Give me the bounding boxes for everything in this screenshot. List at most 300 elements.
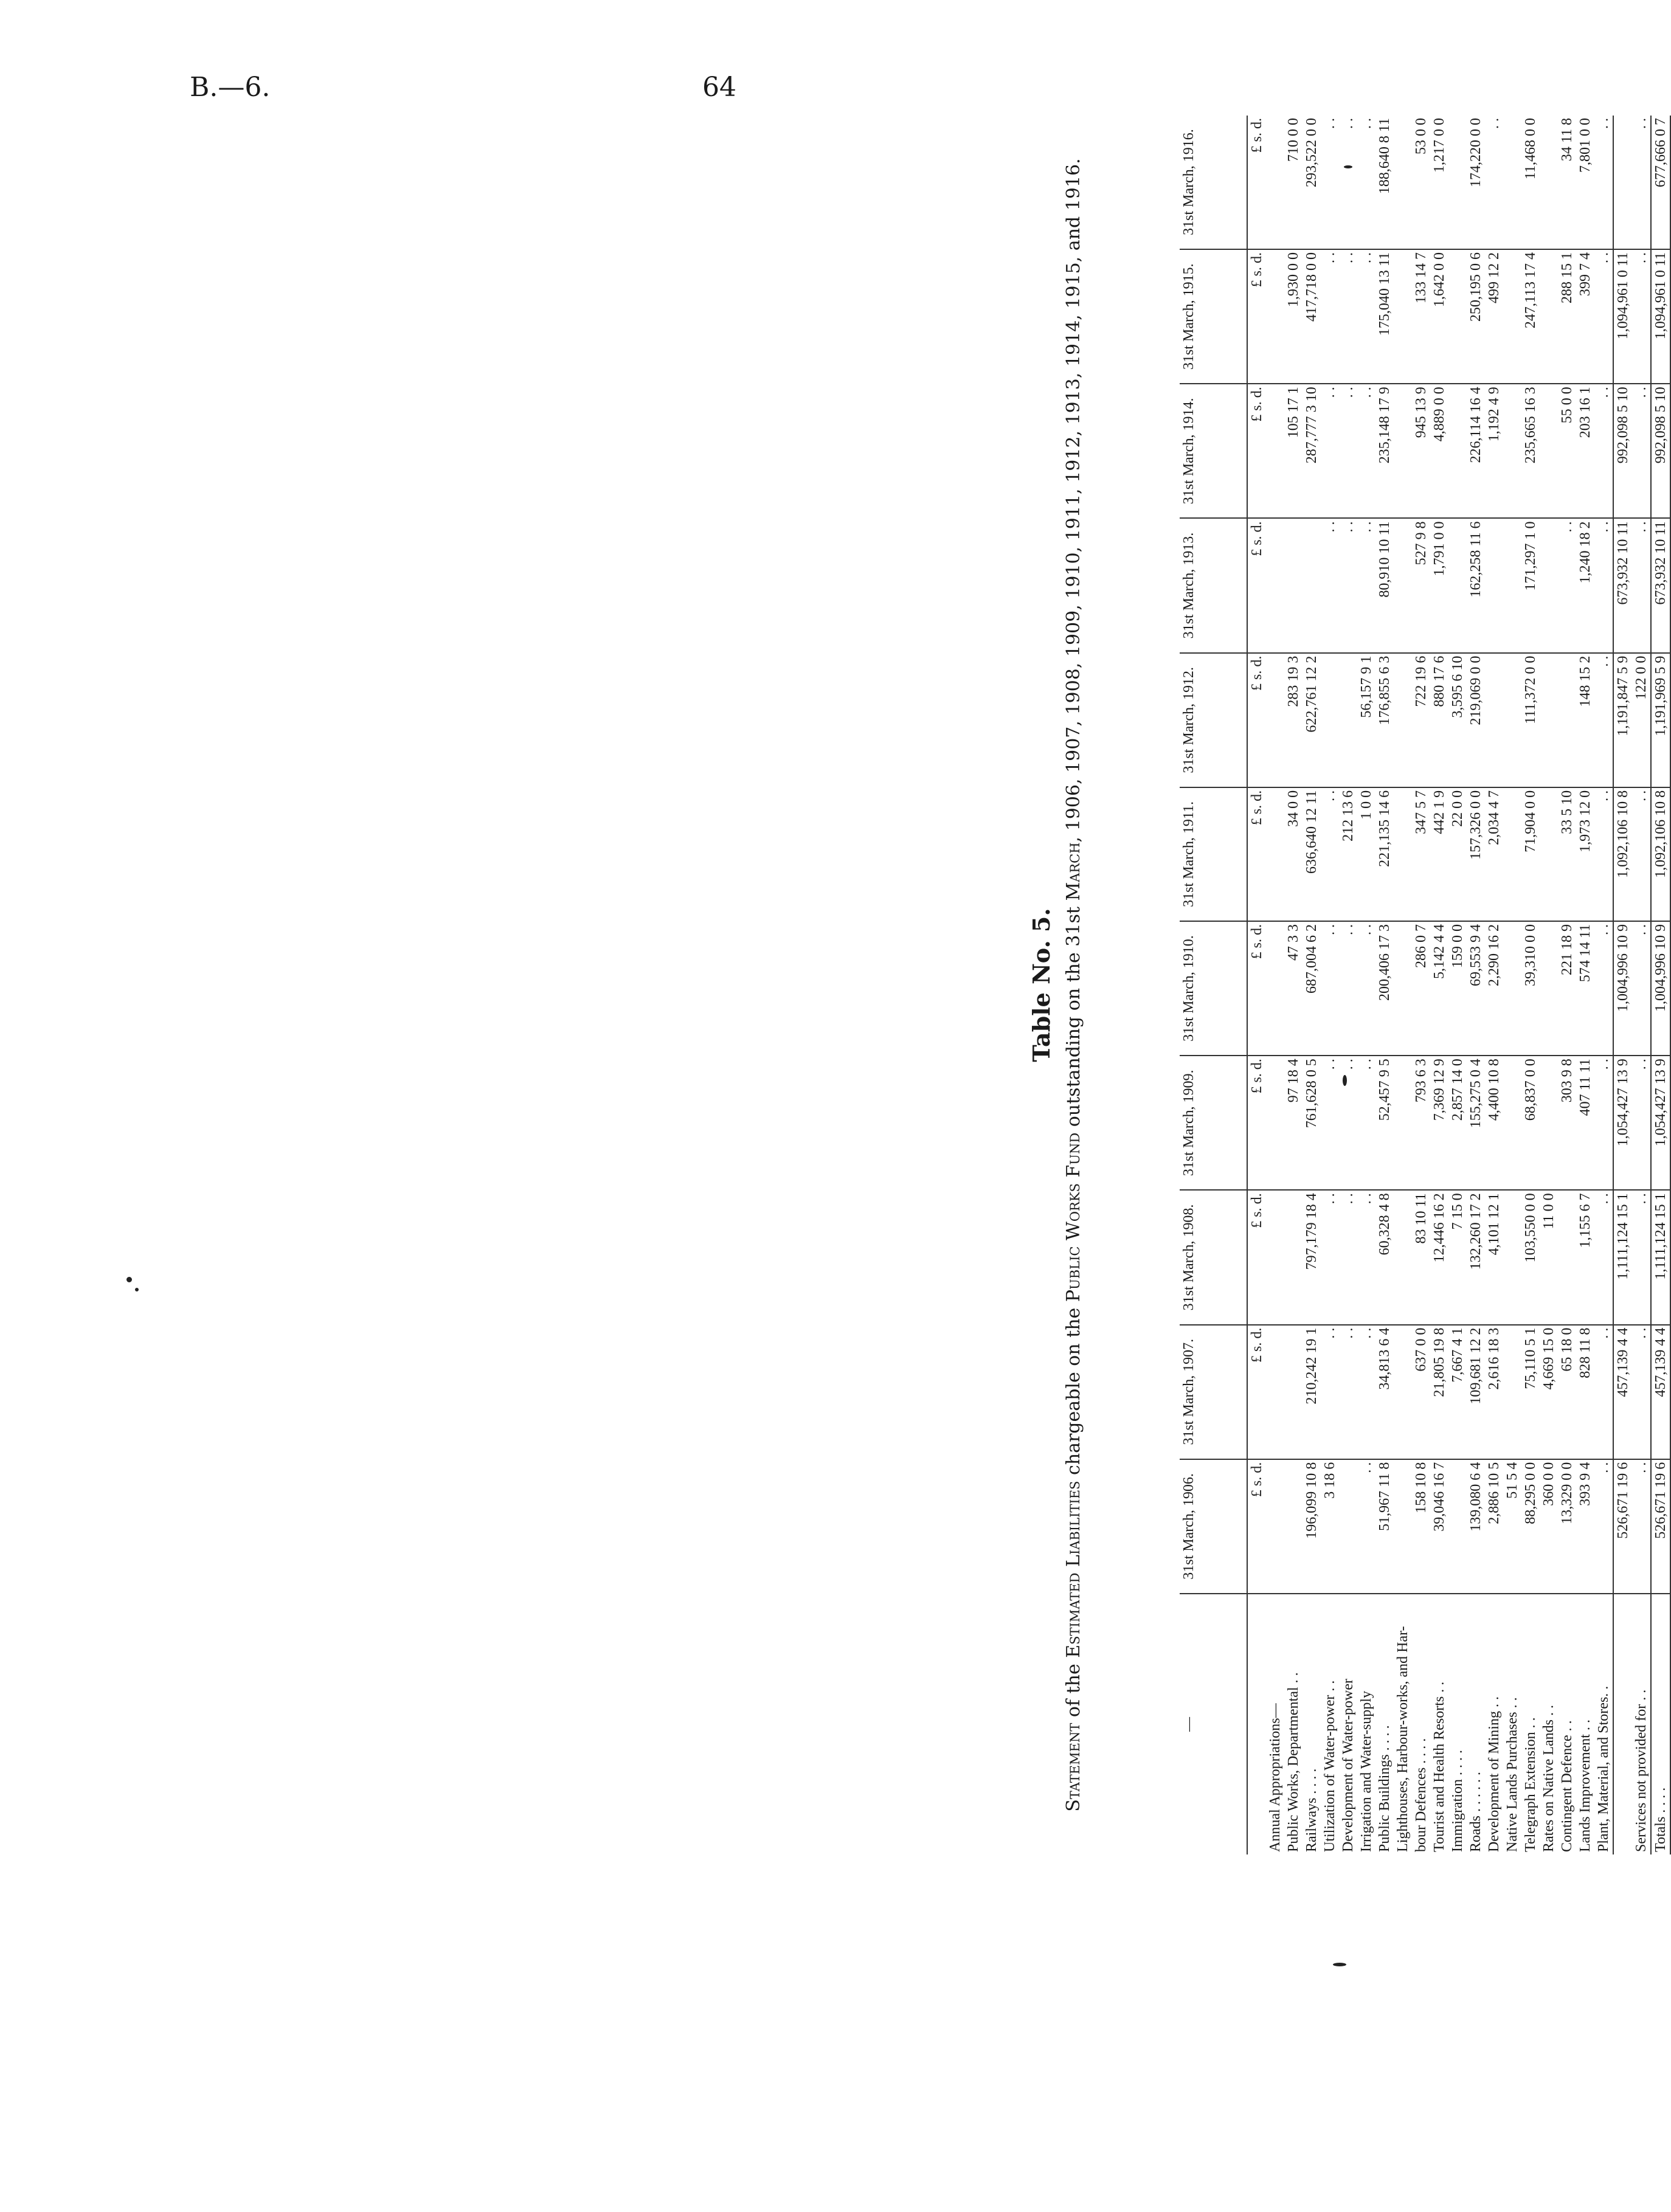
table-cell: 992,098 5 10 bbox=[1651, 384, 1670, 518]
table-cell: 122 0 0 bbox=[1632, 653, 1651, 787]
table-cell: 1,054,427 13 9 bbox=[1651, 1056, 1670, 1190]
table-cell bbox=[1558, 653, 1576, 787]
row-label: Lighthouses, Harbour-works, and Har- bbox=[1395, 1626, 1411, 1852]
table-cell: 88,295 0 0 bbox=[1521, 1459, 1540, 1594]
table-cell: 176,855 6 3 bbox=[1375, 653, 1394, 787]
table-cell: 761,628 0 5 bbox=[1303, 1056, 1321, 1190]
table-cell: 196,099 10 8 bbox=[1303, 1459, 1321, 1594]
units-cell: £ s. d. bbox=[1247, 249, 1266, 384]
table-cell bbox=[1448, 518, 1467, 652]
table-cell: 457,139 4 4 bbox=[1651, 1325, 1670, 1459]
units-row bbox=[1247, 116, 1266, 1854]
table-cell bbox=[1503, 1325, 1521, 1459]
table-row bbox=[1394, 116, 1412, 1854]
table-cell: 677,666 0 7 bbox=[1651, 116, 1670, 249]
table-cell: 34,813 6 4 bbox=[1375, 1325, 1394, 1459]
table-cell: . . bbox=[1321, 1325, 1339, 1459]
units-cell: £ s. d. bbox=[1247, 1056, 1266, 1190]
table-cell bbox=[1485, 518, 1503, 652]
units-cell: £ s. d. bbox=[1247, 518, 1266, 652]
table-cell: . . bbox=[1357, 1190, 1375, 1324]
table-cell: 880 17 6 bbox=[1430, 653, 1448, 787]
table-row bbox=[1467, 116, 1485, 1854]
row-label: Native Lands Purchases . . bbox=[1504, 1697, 1520, 1852]
table-cell: 34 0 0 bbox=[1284, 787, 1303, 921]
heading-part: Statement bbox=[1063, 1723, 1084, 1812]
row-label: Irrigation and Water-supply bbox=[1358, 1690, 1374, 1852]
table-cell: 393 9 4 bbox=[1576, 1459, 1594, 1594]
page-number: 64 bbox=[702, 72, 736, 103]
table-cell: 710 0 0 bbox=[1284, 116, 1303, 249]
table-cell: 1,094,961 0 11 bbox=[1651, 249, 1670, 384]
column-header: 31st March, 1909. bbox=[1180, 1056, 1247, 1190]
table-cell: 148 15 2 bbox=[1576, 653, 1594, 787]
table-cell: 399 7 4 bbox=[1576, 249, 1594, 384]
table-cell bbox=[1540, 1056, 1558, 1190]
table-cell bbox=[1394, 787, 1412, 921]
units-cell: £ s. d. bbox=[1247, 1190, 1266, 1324]
table-cell: . . bbox=[1357, 518, 1375, 652]
table-row bbox=[1284, 116, 1303, 1854]
table-cell: 174,220 0 0 bbox=[1467, 116, 1485, 249]
table-cell: 2,616 18 3 bbox=[1485, 1325, 1503, 1459]
table-cell bbox=[1394, 1056, 1412, 1190]
table-row bbox=[1266, 116, 1284, 1854]
table-cell: 4,669 15 0 bbox=[1540, 1325, 1558, 1459]
table-cell: 139,080 6 4 bbox=[1467, 1459, 1485, 1594]
table-row bbox=[1339, 116, 1357, 1854]
table-cell bbox=[1284, 1190, 1303, 1324]
table-cell: 210,242 19 1 bbox=[1303, 1325, 1321, 1459]
table-cell: . . bbox=[1594, 787, 1613, 921]
table-cell: 4,889 0 0 bbox=[1430, 384, 1448, 518]
table-cell: 33 5 10 bbox=[1558, 787, 1576, 921]
table-cell bbox=[1503, 518, 1521, 652]
table-cell: 1,094,961 0 11 bbox=[1613, 249, 1632, 384]
table-cell: 287,777 3 10 bbox=[1303, 384, 1321, 518]
table-cell bbox=[1503, 384, 1521, 518]
units-cell: £ s. d. bbox=[1247, 116, 1266, 249]
table-cell bbox=[1503, 116, 1521, 249]
page-series-label: B.—6. bbox=[190, 72, 271, 103]
services-row bbox=[1632, 116, 1651, 1854]
table-row bbox=[1430, 116, 1448, 1854]
column-header: 31st March, 1911. bbox=[1180, 787, 1247, 921]
table-cell bbox=[1303, 518, 1321, 652]
table-cell: 1,111,124 15 1 bbox=[1651, 1190, 1670, 1324]
column-header: 31st March, 1912. bbox=[1180, 653, 1247, 787]
table-cell bbox=[1540, 384, 1558, 518]
heading-part: Public Works Fund bbox=[1063, 1132, 1084, 1302]
table-cell: 111,372 0 0 bbox=[1521, 653, 1540, 787]
table-cell: 7,667 4 1 bbox=[1448, 1325, 1467, 1459]
table-row bbox=[1485, 116, 1503, 1854]
title-block bbox=[1022, 116, 1168, 1854]
table-cell: . . bbox=[1339, 1325, 1357, 1459]
units-cell: £ s. d. bbox=[1247, 1459, 1266, 1594]
table-cell: 226,114 16 4 bbox=[1467, 384, 1485, 518]
table-row bbox=[1503, 116, 1521, 1854]
table-cell bbox=[1448, 384, 1467, 518]
column-header: 31st March, 1916. bbox=[1180, 116, 1247, 249]
row-label: bour Defences . . . . bbox=[1413, 1738, 1429, 1852]
table-cell: 39,046 16 7 bbox=[1430, 1459, 1448, 1594]
table-cell bbox=[1266, 1056, 1284, 1190]
table-cell: . . bbox=[1632, 921, 1651, 1056]
row-label: Plant, Material, and Stores. . bbox=[1596, 1685, 1611, 1852]
table-cell: . . bbox=[1594, 384, 1613, 518]
table-row bbox=[1303, 116, 1321, 1854]
table-cell: 283 19 3 bbox=[1284, 653, 1303, 787]
table-cell: 56,157 9 1 bbox=[1357, 653, 1375, 787]
units-cell: £ s. d. bbox=[1247, 384, 1266, 518]
table-cell: 687,004 6 2 bbox=[1303, 921, 1321, 1056]
table-cell: 2,886 10 5 bbox=[1485, 1459, 1503, 1594]
table-cell bbox=[1503, 1190, 1521, 1324]
table-cell: 235,665 16 3 bbox=[1521, 384, 1540, 518]
table-cell: 636,640 12 11 bbox=[1303, 787, 1321, 921]
column-header: 31st March, 1914. bbox=[1180, 384, 1247, 518]
table-cell: . . bbox=[1632, 1190, 1651, 1324]
table-cell bbox=[1540, 249, 1558, 384]
table-cell: 457,139 4 4 bbox=[1613, 1325, 1632, 1459]
scan-speck bbox=[135, 1288, 139, 1291]
table-cell bbox=[1394, 1190, 1412, 1324]
table-cell: 499 12 2 bbox=[1485, 249, 1503, 384]
table-cell: 1,217 0 0 bbox=[1430, 116, 1448, 249]
table-cell bbox=[1503, 653, 1521, 787]
table-cell bbox=[1503, 921, 1521, 1056]
row-label: Development of Water-power bbox=[1340, 1678, 1356, 1852]
table-cell: 247,113 17 4 bbox=[1521, 249, 1540, 384]
table-cell: 65 18 0 bbox=[1558, 1325, 1576, 1459]
table-cell: 574 14 11 bbox=[1576, 921, 1594, 1056]
table-cell: 622,761 12 2 bbox=[1303, 653, 1321, 787]
table-row bbox=[1357, 116, 1375, 1854]
table-cell: 159 0 0 bbox=[1448, 921, 1467, 1056]
row-label-header: — bbox=[1180, 1594, 1247, 1854]
table-cell: . . bbox=[1594, 921, 1613, 1056]
table-cell bbox=[1485, 653, 1503, 787]
table-cell: 1,155 6 7 bbox=[1576, 1190, 1594, 1324]
table-cell: 212 13 6 bbox=[1339, 787, 1357, 921]
table-cell: 1,092,106 10 8 bbox=[1613, 787, 1632, 921]
table-cell: . . bbox=[1339, 1056, 1357, 1190]
table-cell: 1,791 0 0 bbox=[1430, 518, 1448, 652]
table-cell: . . bbox=[1357, 921, 1375, 1056]
table-cell: . . bbox=[1321, 384, 1339, 518]
table-cell bbox=[1266, 1325, 1284, 1459]
table-cell bbox=[1613, 116, 1632, 249]
row-label: Roads . . . . . . bbox=[1468, 1772, 1484, 1852]
table-cell: 188,640 8 11 bbox=[1375, 116, 1394, 249]
column-header: 31st March, 1907. bbox=[1180, 1325, 1247, 1459]
row-label bbox=[1613, 1594, 1632, 1854]
table-cell: 673,932 10 11 bbox=[1651, 518, 1670, 652]
table-cell: 71,904 0 0 bbox=[1521, 787, 1540, 921]
table-cell: 13,329 0 0 bbox=[1558, 1459, 1576, 1594]
table-cell: 158 10 8 bbox=[1412, 1459, 1430, 1594]
subtotal-row bbox=[1613, 116, 1632, 1854]
row-label: Public Works, Departmental . . bbox=[1285, 1672, 1301, 1852]
units-cell: £ s. d. bbox=[1247, 653, 1266, 787]
table-cell: 219,069 0 0 bbox=[1467, 653, 1485, 787]
column-header: 31st March, 1910. bbox=[1180, 921, 1247, 1056]
units-cell: £ s. d. bbox=[1247, 921, 1266, 1056]
table-cell: . . bbox=[1632, 116, 1651, 249]
table-cell bbox=[1284, 1325, 1303, 1459]
table-cell: 417,718 0 0 bbox=[1303, 249, 1321, 384]
table-cell bbox=[1540, 921, 1558, 1056]
table-cell: . . bbox=[1321, 518, 1339, 652]
table-cell: 828 11 8 bbox=[1576, 1325, 1594, 1459]
table-cell bbox=[1284, 518, 1303, 652]
table-cell: 1 0 0 bbox=[1357, 787, 1375, 921]
table-cell: . . bbox=[1632, 249, 1651, 384]
liabilities-table bbox=[1180, 116, 1671, 1854]
table-cell: 155,275 0 4 bbox=[1467, 1056, 1485, 1190]
table-cell: . . bbox=[1594, 1056, 1613, 1190]
table-cell bbox=[1339, 1459, 1357, 1594]
table-row bbox=[1540, 116, 1558, 1854]
table-cell: 51 5 4 bbox=[1503, 1459, 1521, 1594]
table-cell bbox=[1448, 116, 1467, 249]
table-cell: . . bbox=[1321, 787, 1339, 921]
row-label: Railways . . . . bbox=[1304, 1768, 1320, 1852]
table-cell bbox=[1266, 518, 1284, 652]
table-cell: . . bbox=[1485, 116, 1503, 249]
row-label: Utilization of Water-power . . bbox=[1322, 1680, 1338, 1852]
row-label: Rates on Native Lands . . bbox=[1541, 1705, 1557, 1852]
table-cell: . . bbox=[1339, 921, 1357, 1056]
table-cell: 12,446 16 2 bbox=[1430, 1190, 1448, 1324]
table-cell: 2,034 4 7 bbox=[1485, 787, 1503, 921]
table-cell: 200,406 17 3 bbox=[1375, 921, 1394, 1056]
table-row bbox=[1558, 116, 1576, 1854]
row-label: Public Buildings . . . . bbox=[1377, 1725, 1392, 1852]
table-cell: 527 9 8 bbox=[1412, 518, 1430, 652]
table-cell: . . bbox=[1339, 1190, 1357, 1324]
table-cell bbox=[1339, 653, 1357, 787]
units-cell: £ s. d. bbox=[1247, 787, 1266, 921]
table-cell: 157,326 0 0 bbox=[1467, 787, 1485, 921]
table-cell bbox=[1284, 1459, 1303, 1594]
table-cell: . . bbox=[1558, 518, 1576, 652]
table-cell: . . bbox=[1339, 249, 1357, 384]
table-cell: 75,110 5 1 bbox=[1521, 1325, 1540, 1459]
row-label: Immigration . . . . bbox=[1450, 1750, 1465, 1852]
table-cell: . . bbox=[1594, 249, 1613, 384]
table-cell bbox=[1540, 518, 1558, 652]
table-cell: 97 18 4 bbox=[1284, 1056, 1303, 1190]
table-cell: 526,671 19 6 bbox=[1651, 1459, 1670, 1594]
table-cell: 286 0 7 bbox=[1412, 921, 1430, 1056]
table-cell: 945 13 9 bbox=[1412, 384, 1430, 518]
table-cell bbox=[1321, 653, 1339, 787]
table-cell: 793 6 3 bbox=[1412, 1056, 1430, 1190]
table-cell: 105 17 1 bbox=[1284, 384, 1303, 518]
table-cell: . . bbox=[1321, 249, 1339, 384]
table-cell: 293,522 0 0 bbox=[1303, 116, 1321, 249]
table-cell bbox=[1266, 1459, 1284, 1594]
table-cell bbox=[1266, 787, 1284, 921]
table-cell: 442 1 9 bbox=[1430, 787, 1448, 921]
row-label: Contingent Defence . . bbox=[1559, 1720, 1575, 1852]
heading-part: of the bbox=[1063, 1657, 1084, 1723]
table-cell: 60,328 4 8 bbox=[1375, 1190, 1394, 1324]
table-cell: 722 19 6 bbox=[1412, 653, 1430, 787]
table-cell bbox=[1540, 116, 1558, 249]
table-cell: . . bbox=[1357, 1056, 1375, 1190]
table-cell: 83 10 11 bbox=[1412, 1190, 1430, 1324]
column-header-row bbox=[1180, 116, 1247, 1854]
column-header: 31st March, 1906. bbox=[1180, 1459, 1247, 1594]
units-blank bbox=[1247, 1594, 1266, 1854]
row-label: Development of Mining . . bbox=[1486, 1696, 1502, 1852]
table-cell: 1,054,427 13 9 bbox=[1613, 1056, 1632, 1190]
table-cell: 1,004,996 10 9 bbox=[1651, 921, 1670, 1056]
row-label: Tourist and Health Resorts . . bbox=[1431, 1681, 1447, 1852]
table-cell: . . bbox=[1357, 116, 1375, 249]
table-cell bbox=[1503, 787, 1521, 921]
column-header: 31st March, 1913. bbox=[1180, 518, 1247, 652]
table-cell bbox=[1266, 921, 1284, 1056]
heading-part: chargeable on the bbox=[1063, 1302, 1084, 1481]
table-cell: 673,932 10 11 bbox=[1613, 518, 1632, 652]
heading-part: outstanding on the 31st bbox=[1063, 900, 1084, 1133]
table-cell: 39,310 0 0 bbox=[1521, 921, 1540, 1056]
column-header: 31st March, 1908. bbox=[1180, 1190, 1247, 1324]
table-cell: 162,258 11 6 bbox=[1467, 518, 1485, 652]
table-cell: . . bbox=[1594, 1325, 1613, 1459]
heading-part: , 1906, 1907, 1908, 1909, 1910, 1911, 1912, 1913, 1914, 1915, and 1916. bbox=[1063, 158, 1084, 843]
table-cell bbox=[1394, 653, 1412, 787]
table-row bbox=[1521, 116, 1540, 1854]
table-cell: 132,260 17 2 bbox=[1467, 1190, 1485, 1324]
table-cell bbox=[1266, 384, 1284, 518]
table-cell: . . bbox=[1632, 787, 1651, 921]
table-cell: 11 0 0 bbox=[1540, 1190, 1558, 1324]
table-cell: 7,801 0 0 bbox=[1576, 116, 1594, 249]
table-cell: 171,297 1 0 bbox=[1521, 518, 1540, 652]
table-cell: 103,550 0 0 bbox=[1521, 1190, 1540, 1324]
table-cell: 1,191,847 5 9 bbox=[1613, 653, 1632, 787]
table-cell: 526,671 19 6 bbox=[1613, 1459, 1632, 1594]
table-row bbox=[1412, 116, 1430, 1854]
table-row bbox=[1594, 116, 1613, 1854]
table-cell: 11,468 0 0 bbox=[1521, 116, 1540, 249]
table-cell: 407 11 11 bbox=[1576, 1056, 1594, 1190]
table-cell: 2,857 14 0 bbox=[1448, 1056, 1467, 1190]
table-cell: . . bbox=[1632, 1459, 1651, 1594]
table-cell: . . bbox=[1594, 518, 1613, 652]
table-cell: 175,040 13 11 bbox=[1375, 249, 1394, 384]
table-cell: 2,290 16 2 bbox=[1485, 921, 1503, 1056]
table-cell: 1,191,969 5 9 bbox=[1651, 653, 1670, 787]
table-cell bbox=[1503, 249, 1521, 384]
row-label: Telegraph Extension . . bbox=[1523, 1717, 1538, 1852]
table-cell: 1,240 18 2 bbox=[1576, 518, 1594, 652]
table-cell: 133 14 7 bbox=[1412, 249, 1430, 384]
table-cell bbox=[1558, 1190, 1576, 1324]
table-cell bbox=[1448, 249, 1467, 384]
table-cell: 637 0 0 bbox=[1412, 1325, 1430, 1459]
rotated-table-page bbox=[1022, 116, 1669, 1854]
table-cell: 22 0 0 bbox=[1448, 787, 1467, 921]
table-row bbox=[1576, 116, 1594, 1854]
table-cell bbox=[1448, 1459, 1467, 1594]
table-cell: . . bbox=[1321, 921, 1339, 1056]
column-header: 31st March, 1915. bbox=[1180, 249, 1247, 384]
table-cell: . . bbox=[1632, 1056, 1651, 1190]
table-cell: 7,369 12 9 bbox=[1430, 1056, 1448, 1190]
table-cell: 235,148 17 9 bbox=[1375, 384, 1394, 518]
table-cell: 1,930 0 0 bbox=[1284, 249, 1303, 384]
table-cell: . . bbox=[1357, 1325, 1375, 1459]
table-cell: 51,967 11 8 bbox=[1375, 1459, 1394, 1594]
units-cell: £ s. d. bbox=[1247, 1325, 1266, 1459]
table-row bbox=[1375, 116, 1394, 1854]
table-cell: 288 15 1 bbox=[1558, 249, 1576, 384]
table-cell bbox=[1394, 384, 1412, 518]
table-cell: 1,973 12 0 bbox=[1576, 787, 1594, 921]
row-label: Services not provided for . . bbox=[1633, 1689, 1649, 1852]
table-cell: 797,179 18 4 bbox=[1303, 1190, 1321, 1324]
scan-speck bbox=[126, 1277, 132, 1282]
table-cell: 1,642 0 0 bbox=[1430, 249, 1448, 384]
table-cell bbox=[1266, 653, 1284, 787]
table-cell: 5,142 4 4 bbox=[1430, 921, 1448, 1056]
heading-part: Estimated Liabilities bbox=[1063, 1481, 1084, 1658]
table-cell: 53 0 0 bbox=[1412, 116, 1430, 249]
table-cell: 3 18 6 bbox=[1321, 1459, 1339, 1594]
table-cell: 4,400 10 8 bbox=[1485, 1056, 1503, 1190]
table-cell: . . bbox=[1632, 518, 1651, 652]
table-cell: . . bbox=[1594, 1459, 1613, 1594]
table-cell: 1,192 4 9 bbox=[1485, 384, 1503, 518]
table-body bbox=[1247, 116, 1670, 1854]
table-cell: 992,098 5 10 bbox=[1613, 384, 1632, 518]
table-cell: . . bbox=[1339, 384, 1357, 518]
table-cell: 1,092,106 10 8 bbox=[1651, 787, 1670, 921]
table-cell: 52,457 9 5 bbox=[1375, 1056, 1394, 1190]
table-cell bbox=[1394, 1459, 1412, 1594]
table-cell: 21,805 19 8 bbox=[1430, 1325, 1448, 1459]
table-cell bbox=[1503, 1056, 1521, 1190]
table-cell: 221,135 14 6 bbox=[1375, 787, 1394, 921]
table-cell: . . bbox=[1357, 384, 1375, 518]
table-cell: . . bbox=[1339, 116, 1357, 249]
table-cell: . . bbox=[1632, 384, 1651, 518]
table-cell: 360 0 0 bbox=[1540, 1459, 1558, 1594]
table-cell: . . bbox=[1321, 116, 1339, 249]
table-cell: 55 0 0 bbox=[1558, 384, 1576, 518]
row-label: Lands Improvement . . bbox=[1577, 1719, 1593, 1852]
table-cell: 347 5 7 bbox=[1412, 787, 1430, 921]
table-cell bbox=[1394, 116, 1412, 249]
table-number: Table No. 5. bbox=[1028, 908, 1055, 1062]
table-cell bbox=[1394, 249, 1412, 384]
table-cell: 69,553 9 4 bbox=[1467, 921, 1485, 1056]
scan-speck bbox=[1333, 1963, 1346, 1966]
table-cell: 3,595 6 10 bbox=[1448, 653, 1467, 787]
table-cell: . . bbox=[1594, 1190, 1613, 1324]
table-cell: 203 16 1 bbox=[1576, 384, 1594, 518]
table-cell: 4,101 12 1 bbox=[1485, 1190, 1503, 1324]
table-cell bbox=[1540, 787, 1558, 921]
table-heading bbox=[1062, 152, 1085, 1818]
table-cell: 303 9 8 bbox=[1558, 1056, 1576, 1190]
